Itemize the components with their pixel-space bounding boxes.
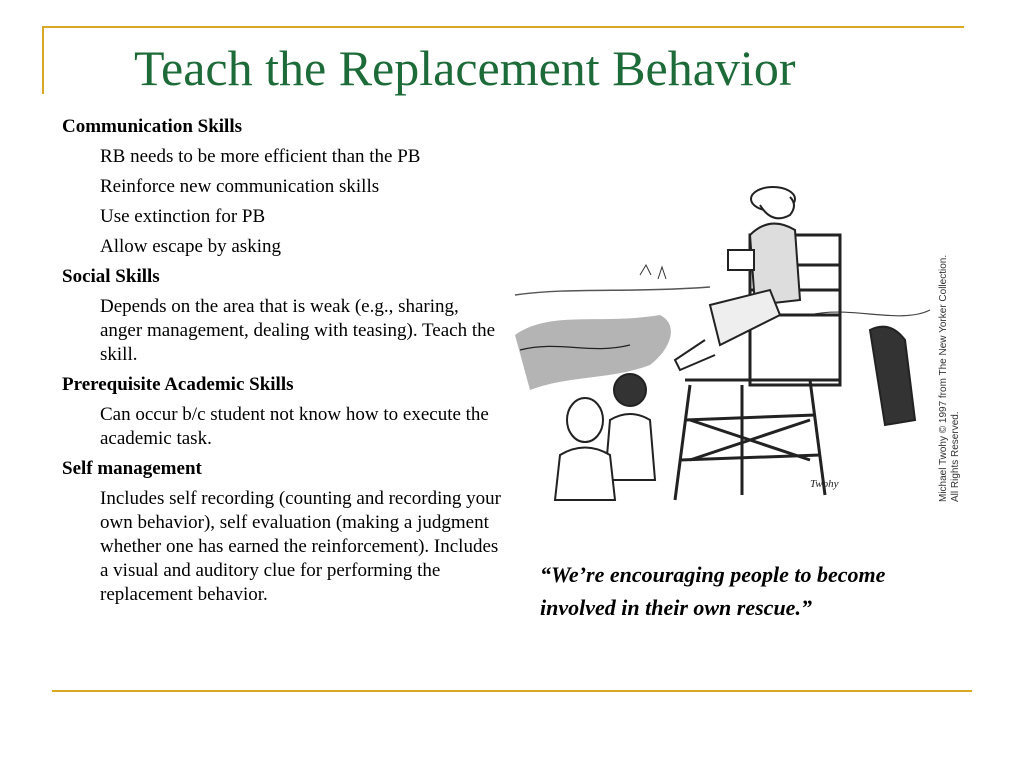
bullet-list (62, 115, 502, 613)
cartoon-caption: “We’re encouraging people to become involved in their own rescue.” (540, 562, 886, 620)
bullet-item: Use extinction for PB (100, 206, 266, 227)
slide-title: Teach the Replacement Behavior (134, 40, 796, 96)
section-heading-social: Social Skills (62, 266, 160, 287)
bullet-item: Depends on the area that is weak (e.g., sharing, anger management, dealing with teasing). Teach the skill. (100, 296, 496, 365)
bullet-item: Allow escape by asking (100, 236, 281, 257)
bullet-item: RB needs to be more efficient than the PB (100, 146, 421, 167)
section-heading-self-management: Self management (62, 458, 202, 479)
bottom-rule (52, 690, 972, 692)
lifeguard-cartoon (510, 175, 935, 505)
bullet-item: Can occur b/c student not know how to execute the academic task. (100, 404, 489, 449)
left-rule (42, 26, 44, 94)
svg-text:Twohy: Twohy (810, 478, 839, 490)
bullet-item: Reinforce new communication skills (100, 176, 380, 197)
section-heading-communication: Communication Skills (62, 116, 243, 137)
cartoon-credit: Michael Twohy © 1997 from The New Yorker Collection. All Rights Reserved. (938, 254, 961, 502)
top-rule (42, 26, 964, 28)
section-heading-academic: Prerequisite Academic Skills (62, 374, 294, 395)
bullet-item: Includes self recording (counting and recording your own behavior), self evaluation (making a judgment whether one has earned the reinforcement). Includes a visual and auditory clue for performing the replacement behavior. (100, 488, 501, 605)
